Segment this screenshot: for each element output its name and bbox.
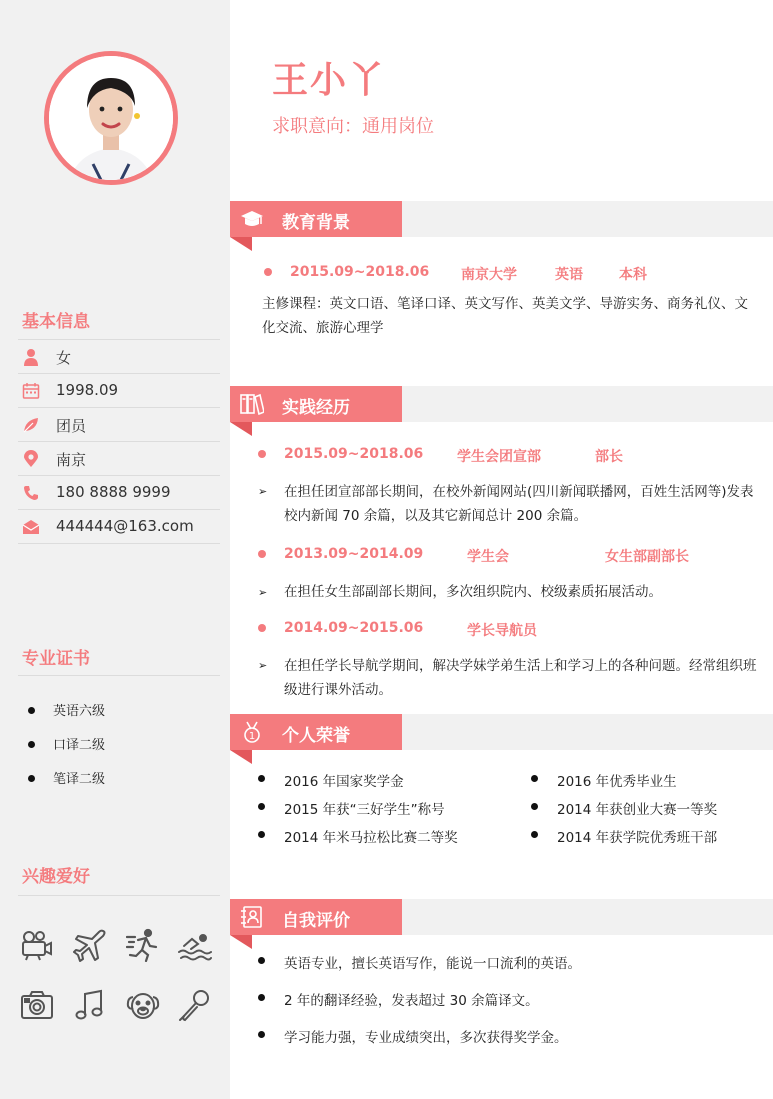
cert-title: 专业证书 xyxy=(22,649,90,669)
ribbon-fold xyxy=(230,422,252,436)
info-text: 女 xyxy=(56,349,72,367)
honor-item: 2016 年国家奖学金 xyxy=(284,774,404,790)
books-icon xyxy=(240,393,264,415)
section-title: 实践经历 xyxy=(282,398,350,418)
honor-item: 2016 年优秀毕业生 xyxy=(557,774,677,790)
info-row-birth xyxy=(18,374,220,408)
info-text: 180 8888 9999 xyxy=(56,483,171,501)
swimming-icon xyxy=(178,928,212,962)
info-row-politics xyxy=(18,408,220,442)
self-eval-item: 英语专业，擅长英语写作，能说一口流利的英语。 xyxy=(284,956,581,972)
medal-icon xyxy=(240,721,264,743)
self-eval-item: 学习能力强，专业成绩突出，多次获得奖学金。 xyxy=(284,1030,568,1046)
bullet xyxy=(531,831,538,838)
section-title: 个人荣誉 xyxy=(282,726,350,746)
cert-item: 口译二级 xyxy=(28,734,105,753)
person-icon xyxy=(22,348,40,366)
bullet xyxy=(258,775,265,782)
info-text: 444444@163.com xyxy=(56,517,194,535)
honor-item: 2014 年获学院优秀班干部 xyxy=(557,830,718,846)
edu-school: 南京大学 xyxy=(461,267,517,283)
edu-courses: 主修课程：英文口语、笔译口译、英文写作、英美文学、导游实务、商务礼仪、文化交流、旅游心理学 xyxy=(262,296,748,336)
camera-icon xyxy=(20,988,54,1022)
divider xyxy=(18,895,220,896)
leaf-icon xyxy=(22,416,40,434)
practice-period: 2014.09~2015.06 xyxy=(284,620,424,636)
calendar-icon xyxy=(22,382,40,400)
practice-org: 学生会团宣部 xyxy=(457,449,541,465)
music-note-icon xyxy=(73,988,107,1022)
bullet xyxy=(258,831,265,838)
practice-role: 部长 xyxy=(595,449,623,465)
bullet xyxy=(531,775,538,782)
bullet xyxy=(258,550,266,558)
section-header-self-eval xyxy=(230,899,402,935)
honor-item: 2015 年获“三好学生”称号 xyxy=(284,802,445,818)
honor-item: 2014 年获创业大赛一等奖 xyxy=(557,802,718,818)
bullet xyxy=(264,268,272,276)
section-header-honors xyxy=(230,714,402,750)
practice-org: 学长导航员 xyxy=(467,623,537,639)
info-row-phone xyxy=(18,476,220,510)
info-row-email xyxy=(18,510,220,544)
honor-item: 2014 年米马拉松比赛二等奖 xyxy=(284,830,458,846)
practice-desc: 在担任女生部副部长期间，多次组织院内、校级素质拓展活动。 xyxy=(284,584,662,600)
edu-period: 2015.09~2018.06 xyxy=(290,264,430,280)
edu-degree: 本科 xyxy=(619,267,647,283)
practice-org: 学生会 xyxy=(467,549,509,565)
bullet xyxy=(531,803,538,810)
phone-icon xyxy=(22,484,40,502)
running-icon xyxy=(126,928,160,962)
arrow-bullet: ➢ xyxy=(258,485,268,498)
section-title: 自我评价 xyxy=(282,911,350,931)
airplane-icon xyxy=(73,928,107,962)
contact-book-icon xyxy=(240,906,264,928)
candidate-name: 王小丫 xyxy=(272,60,387,101)
info-row-gender xyxy=(18,340,220,374)
location-pin-icon xyxy=(22,450,40,468)
cert-item: 笔译二级 xyxy=(28,768,105,787)
cert-item: 英语六级 xyxy=(28,700,105,719)
section-header-education xyxy=(230,201,402,237)
video-camera-icon xyxy=(20,928,54,962)
graduation-cap-icon xyxy=(240,208,264,230)
practice-period: 2015.09~2018.06 xyxy=(284,446,424,462)
practice-role: 女生部副部长 xyxy=(605,549,689,565)
bullet xyxy=(258,1031,265,1038)
microphone-icon xyxy=(178,988,212,1022)
ribbon-fold xyxy=(230,750,252,764)
arrow-bullet: ➢ xyxy=(258,659,268,672)
section-title: 教育背景 xyxy=(282,213,350,233)
practice-period: 2013.09~2014.09 xyxy=(284,546,424,562)
dog-icon xyxy=(126,988,160,1022)
practice-desc: 在担任学长导航学期间，解决学妹学弟生活上和学习上的各种问题。经常组织班级进行课外活动。 xyxy=(284,658,757,698)
ribbon-fold xyxy=(230,935,252,949)
avatar xyxy=(44,51,178,185)
bullet xyxy=(258,450,266,458)
practice-desc: 在担任团宣部部长期间，在校外新闻网站(四川新闻联播网，百姓生活网等)发表校内新闻 70 余篇，以及其它新闻总计 200 余篇。 xyxy=(284,484,754,524)
mail-icon xyxy=(22,518,40,536)
arrow-bullet: ➢ xyxy=(258,586,268,599)
svg-text:1: 1 xyxy=(248,731,256,742)
basic-info-title: 基本信息 xyxy=(22,312,90,332)
info-text: 1998.09 xyxy=(56,381,119,399)
info-text: 团员 xyxy=(56,417,87,435)
bullet xyxy=(258,624,266,632)
ribbon-fold xyxy=(230,237,252,251)
self-eval-item: 2 年的翻译经验，发表超过 30 余篇译文。 xyxy=(284,993,539,1009)
hobby-title: 兴趣爱好 xyxy=(22,867,90,887)
divider xyxy=(18,675,220,676)
job-intent: 求职意向：通用岗位 xyxy=(272,116,434,137)
bullet xyxy=(258,994,265,1001)
edu-major: 英语 xyxy=(555,267,583,283)
section-header-practice xyxy=(230,386,402,422)
bullet xyxy=(258,803,265,810)
bullet xyxy=(258,957,265,964)
info-text: 南京 xyxy=(56,451,87,469)
info-row-city xyxy=(18,442,220,476)
